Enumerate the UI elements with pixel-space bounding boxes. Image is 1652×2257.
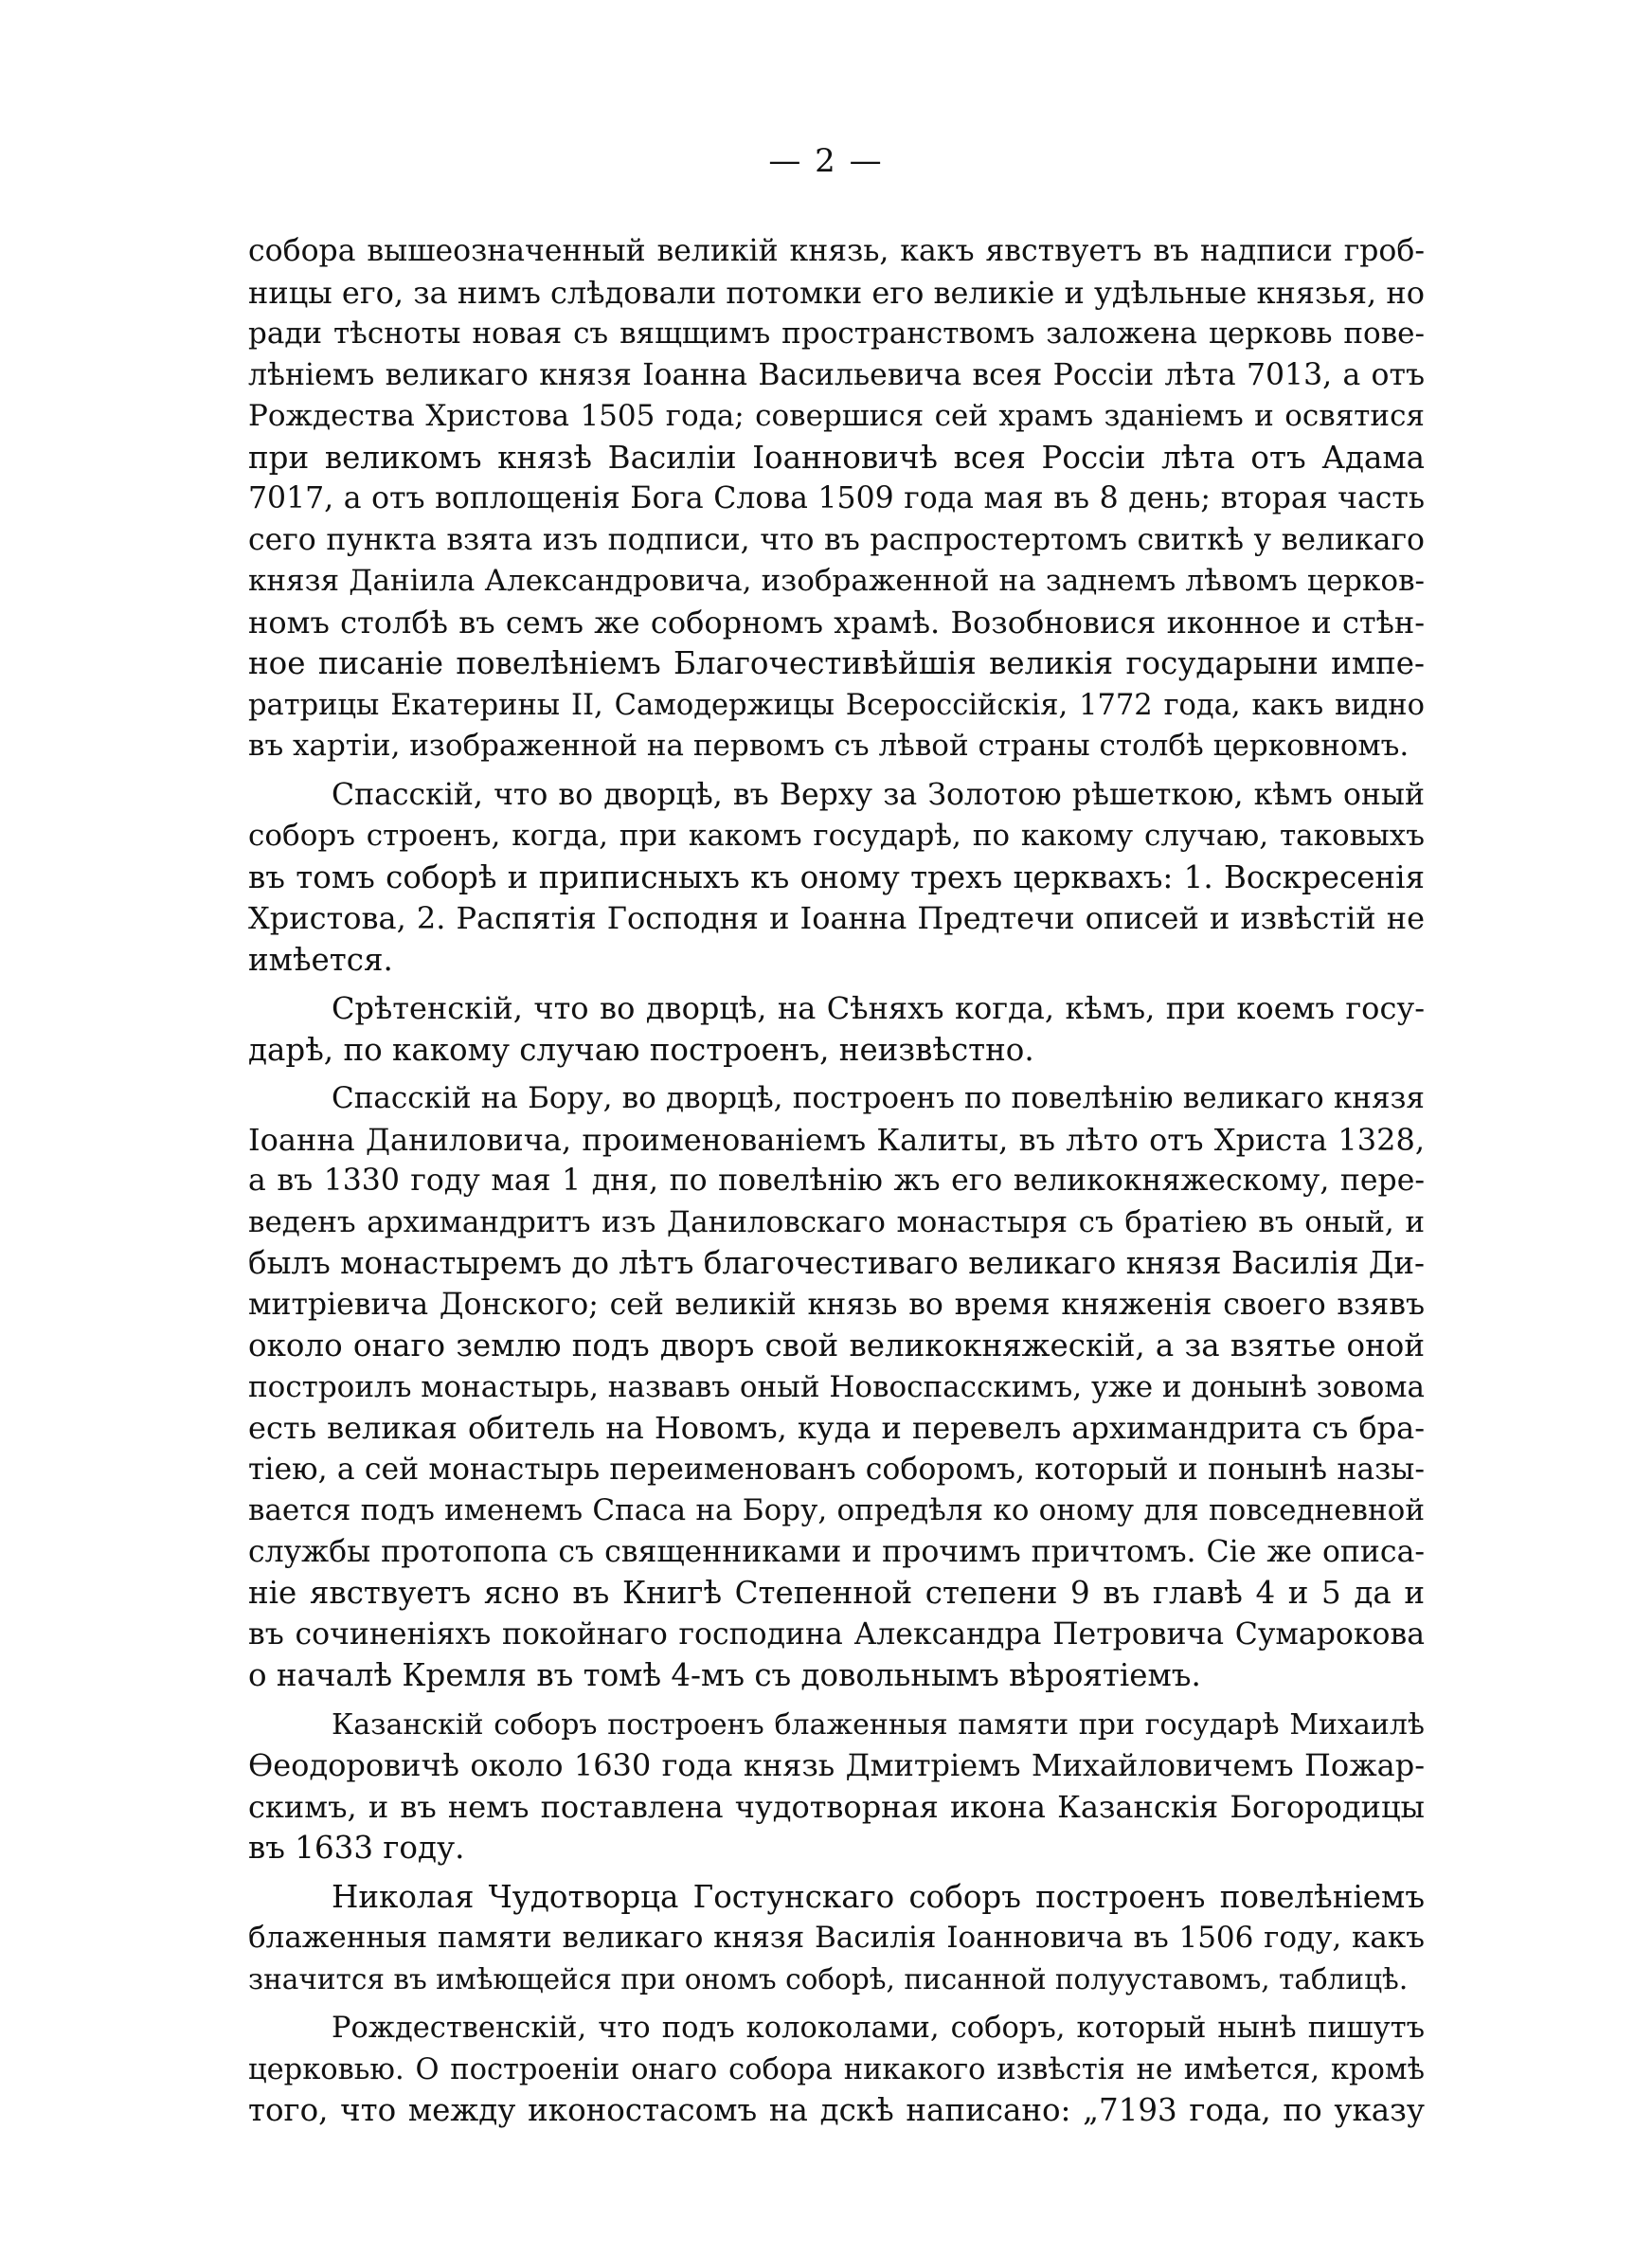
text-line: въ хартіи, изображенной на первомъ съ лѣвой страны столбѣ церковномъ. xyxy=(248,729,1410,763)
text-line: Ѳеодоровичѣ около 1630 года князь Дмитріемъ Михайловичемъ Пожар- xyxy=(248,1747,1425,1783)
text-line: 7017, а отъ воплощенія Бога Слова 1509 года мая въ 8 день; вторая часть xyxy=(248,481,1425,515)
paragraph xyxy=(248,1078,1425,1697)
text-line: Николая Чудотворца Гостунскаго соборъ построенъ повелѣніемъ xyxy=(332,1878,1425,1915)
text-line: былъ монастыремъ до лѣтъ благочестиваго великаго князя Василія Ди- xyxy=(248,1245,1425,1281)
page-number: — 2 — xyxy=(768,142,884,180)
text-line: Христова, 2. Распятія Господня и Іоанна Предтечи описей и извѣстій не xyxy=(248,900,1425,936)
paragraph xyxy=(248,988,1425,1071)
text-line: тіею, а сей монастырь переименованъ соборомъ, который и понынѣ назы- xyxy=(248,1452,1425,1487)
text-line: о началѣ Кремля въ томѣ 4-мъ съ довольнымъ вѣроятіемъ. xyxy=(248,1657,1201,1693)
text-line: веденъ архимандритъ изъ Даниловскаго монастыря съ братіею въ оный, и xyxy=(248,1204,1425,1239)
text-line: Рождественскій, что подъ колоколами, соборъ, который нынѣ пишутъ xyxy=(332,2012,1425,2045)
document-body xyxy=(248,231,1425,2140)
text-line: а въ 1330 году мая 1 дня, по повелѣнію жъ его великокняжескому, пере- xyxy=(248,1164,1425,1198)
text-line: ніе явствуетъ ясно въ Книгѣ Степенной степени 9 въ главѣ 4 и 5 да и xyxy=(248,1575,1425,1611)
text-line: соборъ строенъ, когда, при какомъ государѣ, по какому случаю, таковыхъ xyxy=(248,819,1425,853)
paragraph xyxy=(248,2008,1425,2132)
text-line: значится въ имѣющейся при ономъ соборѣ, писанной полууставомъ, таблицѣ. xyxy=(248,1962,1409,1995)
text-line: въ 1633 году. xyxy=(248,1830,465,1866)
paragraph xyxy=(248,231,1425,767)
paragraph xyxy=(248,1705,1425,1869)
text-line: въ томъ соборѣ и приписныхъ къ оному трехъ церквахъ: 1. Воскресенія xyxy=(248,858,1425,895)
text-line: скимъ, и въ немъ поставлена чудотворная икона Казанскія Богородицы xyxy=(248,1788,1425,1825)
text-line: князя Даніила Александровича, изображенной на заднемъ лѣвомъ церков- xyxy=(248,564,1425,598)
text-line: службы протопопа съ священниками и прочимъ причтомъ. Сіе же описа- xyxy=(248,1534,1425,1569)
text-line: ради тѣсноты новая съ вящщимъ пространствомъ заложена церковь пове- xyxy=(248,316,1425,351)
text-line: номъ столбѣ въ семъ же соборномъ храмѣ. Возобновися иконное и стѣн- xyxy=(248,604,1425,641)
text-line: ное писаніе повелѣніемъ Благочестивѣйшія великія государыни импе- xyxy=(248,645,1425,681)
text-line: Казанскій соборъ построенъ блаженныя памяти при государѣ Михаилѣ xyxy=(332,1707,1425,1742)
text-line: ницы его, за нимъ слѣдовали потомки его великіе и удѣльные князья, но xyxy=(248,274,1425,311)
text-line: Іоанна Даниловича, проименованіемъ Калиты, въ лѣто отъ Христа 1328, xyxy=(248,1121,1425,1158)
text-line: Спасскій, что во дворцѣ, въ Верху за Золотою рѣшеткою, кѣмъ оный xyxy=(332,777,1425,812)
text-line: при великомъ князѣ Василіи Іоанновичѣ всея Россіи лѣта отъ Адама xyxy=(248,439,1425,476)
text-line: Срѣтенскій, что во дворцѣ, на Сѣняхъ когда, кѣмъ, при коемъ госу- xyxy=(332,990,1425,1026)
text-line: лѣніемъ великаго князя Іоанна Васильевича всея Россіи лѣта 7013, а отъ xyxy=(248,357,1425,392)
text-line: дарѣ, по какому случаю построенъ, неизвѣстно. xyxy=(248,1031,1034,1068)
text-line: въ сочиненіяхъ покойнаго господина Александра Петровича Сумарокова xyxy=(248,1616,1425,1652)
paragraph xyxy=(248,775,1425,982)
text-line: есть великая обитель на Новомъ, куда и перевелъ архимандрита съ бра- xyxy=(248,1410,1425,1446)
text-line: сего пункта взята изъ подписи, что въ распростертомъ свиткѣ у великаго xyxy=(248,522,1425,557)
text-line: имѣется. xyxy=(248,941,393,978)
text-line: около онаго землю подъ дворъ свой великокняжескій, а за взятье оной xyxy=(248,1327,1425,1363)
paragraph xyxy=(248,1877,1425,2001)
text-line: церковью. О построеніи онаго собора никакого извѣстія не имѣется, кромѣ xyxy=(248,2052,1425,2086)
text-line: блаженныя памяти великаго князя Василія Іоанновича въ 1506 году, какъ xyxy=(248,1921,1425,1955)
text-line: построилъ монастырь, назвавъ оный Новоспасскимъ, уже и донынѣ зовома xyxy=(248,1369,1426,1404)
text-line: вается подъ именемъ Спаса на Бору, опредѣля ко оному для повседневной xyxy=(248,1493,1425,1527)
text-line: собора вышеозначенный великій князь, какъ явствуетъ въ надписи гроб- xyxy=(248,234,1425,268)
text-line: того, что между иконостасомъ на дскѣ написано: „7193 года, по указу xyxy=(248,2092,1425,2128)
text-line: Спасскій на Бору, во дворцѣ, построенъ по повелѣнію великаго князя xyxy=(332,1081,1425,1115)
text-line: Рождества Христова 1505 года; совершися сей храмъ зданіемъ и освятися xyxy=(248,399,1425,433)
text-line: митріевича Донского; сей великій князь во время княженія своего взявъ xyxy=(248,1287,1425,1322)
text-line: ратрицы Екатерины II, Самодержицы Всероссійскія, 1772 года, какъ видно xyxy=(248,688,1425,722)
